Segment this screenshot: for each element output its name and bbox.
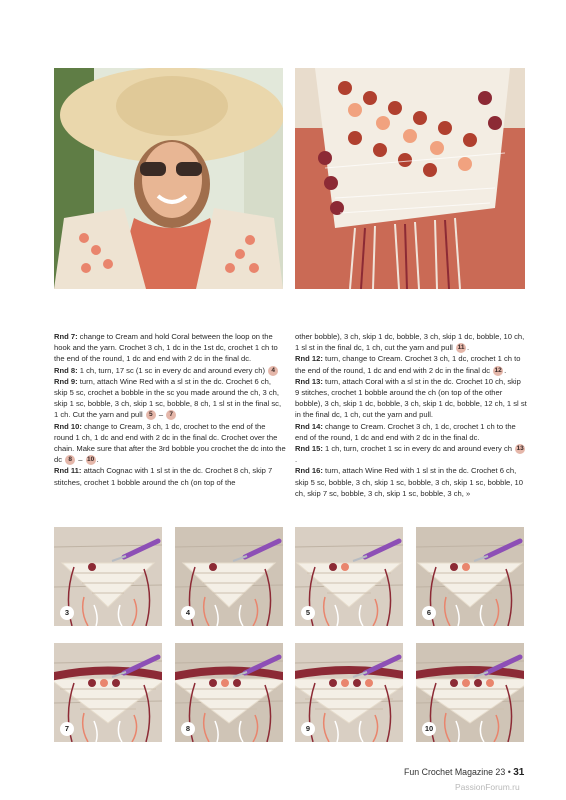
- round-instruction: [54, 465, 286, 487]
- round-label: Rnd 15:: [295, 444, 323, 454]
- badge-separator: –: [156, 410, 166, 420]
- round-text-tail: .: [295, 455, 298, 465]
- round-label: Rnd 9:: [54, 376, 78, 386]
- badge-separator: –: [76, 455, 85, 465]
- watermark: PassionForum.ru: [455, 782, 520, 792]
- footer-bullet: •: [507, 767, 511, 777]
- step-reference-badge: 12: [494, 366, 502, 374]
- step-number: 7: [60, 722, 74, 736]
- round-instruction: [54, 365, 286, 376]
- round-instruction: [54, 421, 286, 466]
- round-text: turn, attach Wine Red with a sl st in the dc. Crochet 6 ch, skip 5 sc, crochet a bobble in the sc you made around the ch, 3 ch, skip 1 sc, bobble, 3 ch, skip 1 sc, bobble, 8 ch, 1 sl st in the final sc, 1 ch. Cut the yarn and pull: [54, 376, 282, 420]
- step-number: 5: [301, 606, 315, 620]
- step-photo: [54, 527, 162, 626]
- round-text: other bobble), 3 ch, skip 1 dc, bobble, 3 ch, skip 1 dc, bobble, 10 ch, 1 sl st in the final dc, 1 ch, cut the yarn and pull: [295, 332, 525, 353]
- step-reference-badge: 13: [516, 445, 524, 453]
- page-number: 31: [513, 767, 525, 778]
- round-label: Rnd 10:: [54, 421, 82, 431]
- round-text-tail: »: [463, 488, 471, 498]
- step-photo: [295, 527, 403, 626]
- step-reference-badge: 5: [146, 410, 156, 420]
- round-text: turn, change to Cream. Crochet 3 ch, 1 dc, crochet 1 ch to the end of the round, 1 dc and end with 2 dc in the final dc: [295, 354, 521, 375]
- round-label: Rnd 13:: [295, 376, 323, 386]
- round-text-tail: .: [96, 455, 99, 465]
- round-text: turn, attach Coral with a sl st in the dc. Crochet 10 ch, skip 9 stitches, crochet 1 bobble around the ch (on top of the other bobble), 3 ch, skip 1 dc, bobble, 3 ch, skip 1 dc, bobble, 12 ch, 1 sl st in the final dc, 1 ch, cut the yarn and pull.: [295, 376, 527, 420]
- step-number: 10: [422, 722, 436, 736]
- round-text-tail: .: [467, 343, 470, 353]
- round-label: Rnd 16:: [295, 466, 323, 476]
- step-photo: [416, 527, 524, 626]
- step-reference-badge: 10: [86, 456, 95, 464]
- round-label: Rnd 12:: [295, 354, 323, 364]
- round-text: change to Cream. Crochet 3 ch, 1 dc, crochet 1 ch to the end of the round, 1 dc and end with 2 dc in the final dc.: [295, 421, 516, 442]
- round-label: Rnd 14:: [295, 421, 323, 431]
- step-reference-badge: 11: [457, 344, 465, 352]
- round-label: Rnd 8:: [54, 365, 78, 375]
- pattern-column-right: [295, 331, 527, 499]
- round-instruction: [295, 376, 527, 421]
- magazine-name: Fun Crochet Magazine 23: [404, 767, 506, 777]
- round-instruction: [295, 353, 527, 375]
- step-reference-badge: 8: [65, 455, 75, 465]
- step-photo: [175, 527, 283, 626]
- shawl-detail-photo: [295, 68, 525, 289]
- round-label: Rnd 11:: [54, 466, 82, 476]
- step-photo: [295, 643, 403, 742]
- round-text: change to Cream, 3 ch, 1 dc, crochet to the end of the round 1 ch, 1 dc and end with 2 dc in the final dc. Crochet over the chain. Make sure that after the 3rd bobble you crochet the dc into the dc: [54, 421, 286, 465]
- round-instruction: [54, 376, 286, 421]
- round-instruction: [295, 443, 527, 465]
- step-photo: [54, 643, 162, 742]
- step-reference-badge: 4: [268, 366, 278, 376]
- step-photo: [175, 643, 283, 742]
- round-text-tail: .: [504, 365, 507, 375]
- round-text: 1 ch, turn, crochet 1 sc in every dc and around every ch: [324, 444, 512, 454]
- step-number: 9: [301, 722, 315, 736]
- step-number: 4: [181, 606, 195, 620]
- step-number: 8: [181, 722, 195, 736]
- round-instruction: [295, 421, 527, 443]
- round-instruction: [295, 331, 527, 353]
- step-photo: [416, 643, 524, 742]
- round-text: 1 ch, turn, 17 sc (1 sc in every dc and around every ch): [79, 365, 266, 375]
- step-number: 6: [422, 606, 436, 620]
- round-instruction: [295, 465, 527, 499]
- round-text: attach Cognac with 1 sl st in the dc. Crochet 8 ch, skip 7 stitches, crochet 1 bobble around the ch (on top of the: [54, 466, 273, 487]
- woman-photo: [54, 68, 283, 289]
- round-text: change to Cream and hold Coral between the loop on the hook and the yarn. Crochet 3 ch, 1 dc in the 1st dc, crochet 1 ch to the end of the round, 1 dc and end with 2 dc in the final dc.: [54, 332, 278, 364]
- round-label: Rnd 7:: [54, 332, 78, 341]
- pattern-column-left: [54, 331, 286, 488]
- step-reference-badge: 7: [166, 410, 176, 420]
- step-number: 3: [60, 606, 74, 620]
- round-instruction: [54, 331, 286, 365]
- page-footer: [404, 767, 524, 778]
- round-text: turn, attach Wine Red with 1 sl st in the dc. Crochet 6 ch, skip 5 sc, bobble, 3 ch, skip 1 sc, bobble, 3 ch, skip 1 sc, bobble, 10 ch, skip 7 sc, bobble, 3 ch, skip 1 sc, bobble, 3 ch,: [295, 466, 523, 498]
